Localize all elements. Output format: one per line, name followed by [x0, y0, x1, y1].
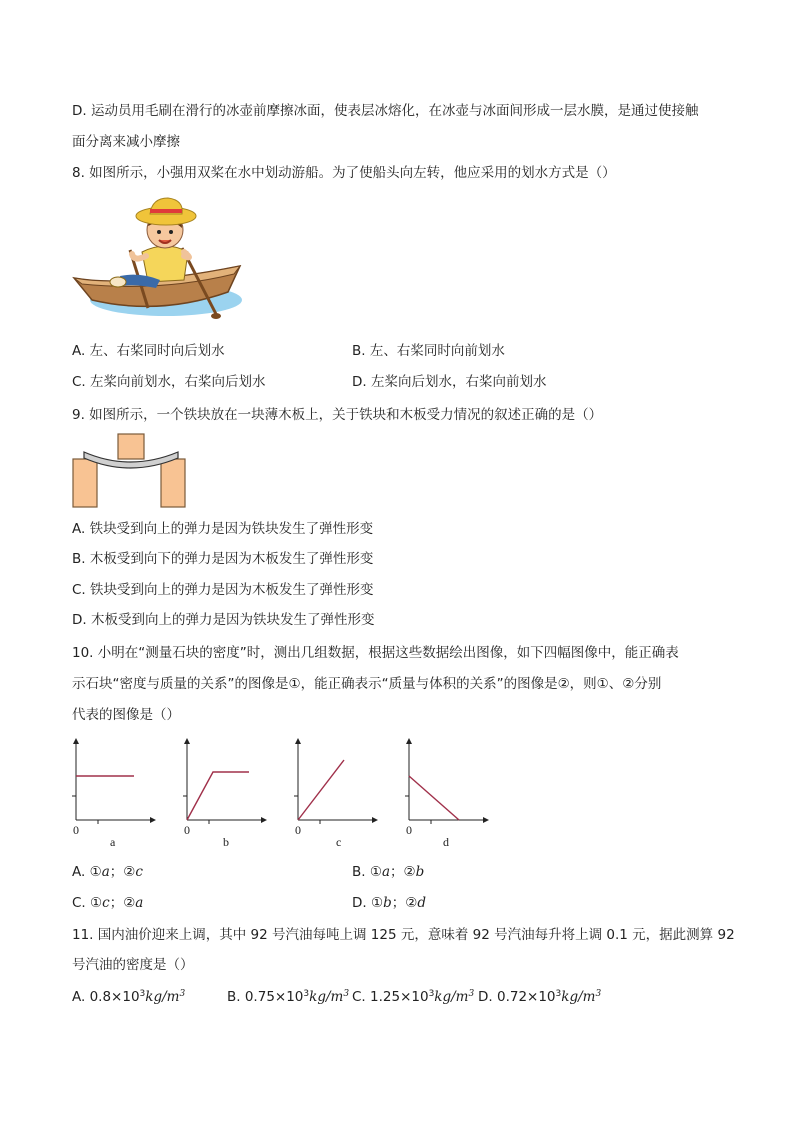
q9-option-b: B. 木板受到向下的弹力是因为木板发生了弹性形变	[72, 551, 374, 567]
q10-option-a-c1: ①	[89, 864, 102, 880]
q10-option-b-c1: ①	[369, 864, 382, 880]
q11-stem-line1: 11. 国内油价迎来上调，其中 92 号汽油每吨上调 125 元，意味着 92 号汽油每升将上调 0.1 元，据此测算 92	[72, 927, 735, 943]
graph-d-label: d	[443, 835, 449, 849]
q9-option-c: C. 铁块受到向上的弹力是因为木板发生了弹性形变	[72, 582, 374, 598]
q10-option-b	[352, 862, 424, 882]
q11-option-c	[352, 987, 474, 1007]
q10-option-a	[72, 862, 143, 882]
q10-option-d-c1: ①	[370, 895, 384, 911]
q11-option-b-unit: kg/m	[309, 989, 344, 1005]
q10-option-d-prefix: D.	[352, 895, 371, 911]
graph-d-curve	[409, 776, 459, 820]
q10-option-c-c1: ①	[90, 895, 103, 911]
graph-d	[403, 738, 493, 848]
q10-option-c-v2: a	[135, 895, 144, 911]
q11-option-c-uexp: 3	[468, 989, 475, 999]
q10-option-b-c2: ②	[403, 864, 416, 880]
q11-stem-line2: 号汽油的密度是（）	[72, 957, 194, 973]
boy-rowing-boat-icon	[70, 196, 246, 326]
q8-stem: 8. 如图所示，小强用双桨在水中划动游船。为了使船头向左转，他应采用的划水方式是（）	[72, 165, 616, 181]
q11-option-a-uexp: 3	[179, 989, 186, 999]
q11-option-c-exp: 3	[428, 989, 435, 999]
graph-c	[292, 738, 382, 848]
graph-b	[181, 738, 271, 848]
q10-stem-line1: 10. 小明在“测量石块的密度”时，测出几组数据，根据这些数据绘出图像，如下四幅图像中，能正确表	[72, 645, 679, 661]
q10-stem-line3: 代表的图像是（）	[72, 707, 180, 723]
q10-option-b-prefix: B.	[352, 864, 370, 880]
q11-option-a-unit: kg/m	[145, 989, 180, 1005]
q11-option-b-uexp: 3	[343, 989, 350, 999]
q9-option-d: D. 木板受到向上的弹力是因为铁块发生了弹性形变	[72, 612, 375, 628]
q11-option-c-unit: kg/m	[434, 989, 469, 1005]
q11-option-d-uexp: 3	[595, 989, 602, 999]
q10-option-c-prefix: C.	[72, 895, 91, 911]
q8-option-d: D. 左桨向后划水，右桨向前划水	[352, 374, 547, 390]
q8-option-a: A. 左、右桨同时向后划水	[72, 343, 225, 359]
q10-option-a-prefix: A.	[72, 864, 90, 880]
graph-c-label: c	[336, 835, 342, 849]
q10-stem-line2: 示石块“密度与质量的关系”的图像是①，能正确表示“质量与体积的关系”的图像是②，则①、②分别	[72, 676, 662, 692]
q10-option-a-v2: c	[135, 864, 143, 880]
q10-option-b-sep: ；	[390, 864, 404, 880]
q10-option-d-v2: d	[417, 895, 427, 911]
q10-option-a-c2: ②	[123, 864, 136, 880]
q10-option-d-sep: ；	[391, 895, 406, 911]
q11-option-c-prefix: C. 1.25×10	[352, 989, 429, 1005]
q10-option-d-c2: ②	[405, 895, 418, 911]
q11-option-d-prefix: D. 0.72×10	[478, 989, 556, 1005]
graph-a-label: a	[110, 835, 116, 849]
graph-a	[70, 738, 160, 848]
q8-option-b: B. 左、右桨同时向前划水	[352, 343, 505, 359]
graph-d-origin: 0	[406, 823, 412, 837]
q11-option-b	[227, 987, 349, 1007]
q11-option-d	[478, 987, 601, 1007]
q11-option-b-prefix: B. 0.75×10	[227, 989, 304, 1005]
q10-option-c-v1: c	[102, 895, 110, 911]
q11-option-a	[72, 987, 185, 1007]
graph-b-label: b	[223, 835, 229, 849]
q11-option-a-exp: 3	[139, 989, 146, 999]
q10-option-c-c2: ②	[123, 895, 136, 911]
q10-option-d	[352, 893, 426, 913]
graph-c-curve	[298, 760, 344, 820]
q9-stem: 9. 如图所示，一个铁块放在一块薄木板上，关于铁块和木板受力情况的叙述正确的是（）	[72, 407, 603, 423]
q10-option-a-v1: a	[101, 864, 110, 880]
q9-option-a: A. 铁块受到向上的弹力是因为铁块发生了弹性形变	[72, 521, 374, 537]
q10-option-c-sep: ；	[109, 895, 124, 911]
graph-a-origin: 0	[73, 823, 79, 837]
q7-option-d-line1: D. 运动员用毛刷在滑行的冰壶前摩擦冰面，使表层冰熔化，在冰壶与冰面间形成一层水膜，是通过使接触	[72, 103, 699, 119]
q11-option-a-prefix: A. 0.8×10	[72, 989, 140, 1005]
q11-option-d-exp: 3	[555, 989, 562, 999]
q10-option-c	[72, 893, 143, 913]
block-on-board-icon	[70, 432, 190, 512]
q10-option-d-v1: b	[383, 895, 392, 911]
q11-option-d-unit: kg/m	[561, 989, 596, 1005]
q7-option-d-line2: 面分离来减小摩擦	[72, 134, 180, 150]
graph-c-origin: 0	[295, 823, 301, 837]
q8-option-c: C. 左桨向前划水，右桨向后划水	[72, 374, 266, 390]
graph-b-origin: 0	[184, 823, 190, 837]
q10-option-b-v1: a	[381, 864, 391, 880]
q11-option-b-exp: 3	[303, 989, 310, 999]
graph-b-curve	[187, 772, 249, 820]
q10-option-b-v2: b	[415, 864, 425, 880]
q10-option-a-sep: ；	[109, 864, 124, 880]
